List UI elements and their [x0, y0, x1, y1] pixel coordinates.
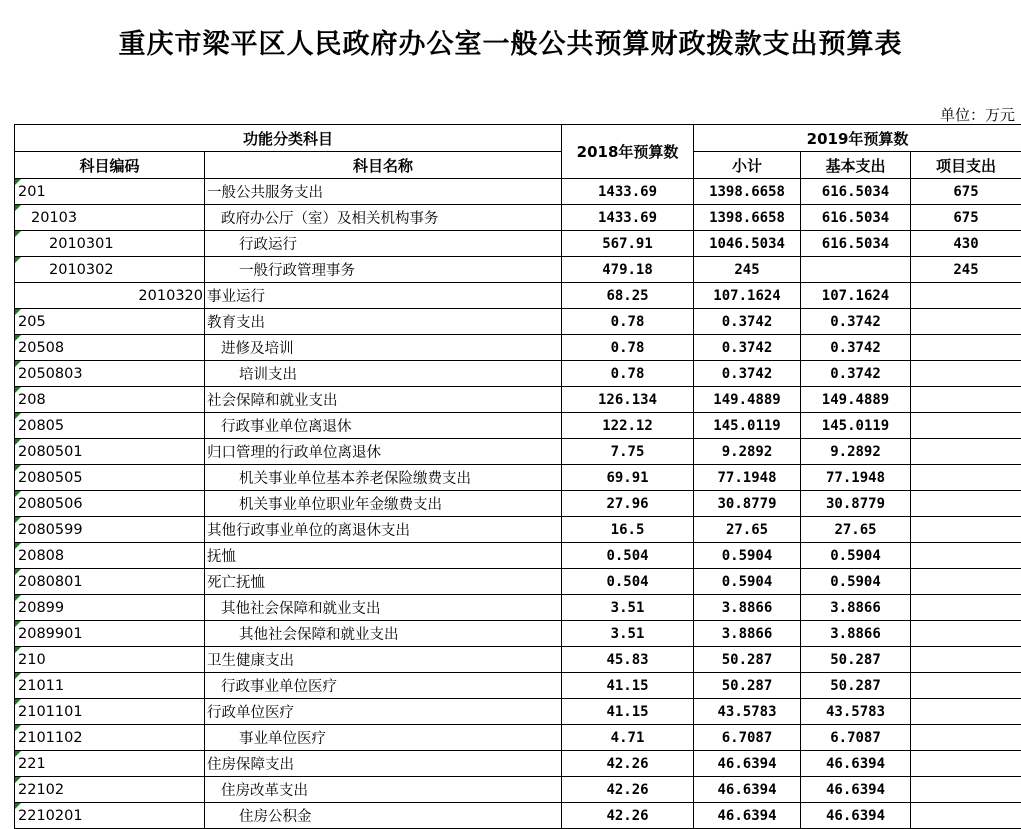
cell-basic: 616.5034 — [801, 231, 911, 257]
cell-code: 2101101 — [15, 699, 205, 725]
cell-subtotal: 1398.6658 — [694, 179, 801, 205]
cell-basic: 27.65 — [801, 517, 911, 543]
cell-budget-2018: 41.15 — [562, 673, 694, 699]
cell-code: 2080505 — [15, 465, 205, 491]
cell-project — [911, 413, 1021, 439]
cell-budget-2018: 3.51 — [562, 621, 694, 647]
cell-name: 行政单位医疗 — [205, 699, 562, 725]
cell-basic: 50.287 — [801, 647, 911, 673]
cell-name: 培训支出 — [205, 361, 562, 387]
cell-subtotal: 46.6394 — [694, 777, 801, 803]
cell-code: 20805 — [15, 413, 205, 439]
cell-project — [911, 439, 1021, 465]
cell-basic: 145.0119 — [801, 413, 911, 439]
cell-code: 2089901 — [15, 621, 205, 647]
cell-basic: 0.3742 — [801, 309, 911, 335]
cell-subtotal: 245 — [694, 257, 801, 283]
cell-budget-2018: 42.26 — [562, 751, 694, 777]
cell-basic: 616.5034 — [801, 205, 911, 231]
table-row — [15, 231, 1021, 257]
cell-name: 其他社会保障和就业支出 — [205, 621, 562, 647]
cell-basic: 46.6394 — [801, 777, 911, 803]
table-row — [15, 257, 1021, 283]
cell-project — [911, 387, 1021, 413]
cell-budget-2018: 7.75 — [562, 439, 694, 465]
cell-budget-2018: 126.134 — [562, 387, 694, 413]
cell-subtotal: 0.5904 — [694, 569, 801, 595]
header-basic: 基本支出 — [801, 152, 911, 179]
header-budget-2018: 2018年预算数 — [562, 125, 694, 179]
cell-subtotal: 46.6394 — [694, 751, 801, 777]
cell-budget-2018: 68.25 — [562, 283, 694, 309]
header-budget-2019: 2019年预算数 — [694, 125, 1021, 152]
cell-subtotal: 149.4889 — [694, 387, 801, 413]
table-row — [15, 569, 1021, 595]
cell-code: 2210201 — [15, 803, 205, 829]
table-row — [15, 517, 1021, 543]
table-row — [15, 413, 1021, 439]
cell-project — [911, 283, 1021, 309]
cell-subtotal: 43.5783 — [694, 699, 801, 725]
cell-basic: 50.287 — [801, 673, 911, 699]
cell-subtotal: 145.0119 — [694, 413, 801, 439]
cell-project — [911, 335, 1021, 361]
cell-basic: 43.5783 — [801, 699, 911, 725]
cell-subtotal: 107.1624 — [694, 283, 801, 309]
cell-basic: 3.8866 — [801, 595, 911, 621]
cell-code: 2010320 — [15, 283, 205, 309]
cell-code: 22102 — [15, 777, 205, 803]
unit-label: 单位：万元 — [940, 104, 1015, 125]
cell-name: 行政事业单位医疗 — [205, 673, 562, 699]
cell-subtotal: 6.7087 — [694, 725, 801, 751]
cell-project — [911, 595, 1021, 621]
cell-basic: 9.2892 — [801, 439, 911, 465]
cell-budget-2018: 1433.69 — [562, 205, 694, 231]
cell-project — [911, 543, 1021, 569]
cell-code: 2080501 — [15, 439, 205, 465]
cell-basic: 6.7087 — [801, 725, 911, 751]
cell-budget-2018: 27.96 — [562, 491, 694, 517]
table-row — [15, 803, 1021, 829]
cell-project — [911, 725, 1021, 751]
table-row — [15, 673, 1021, 699]
cell-subtotal: 50.287 — [694, 673, 801, 699]
table-row — [15, 699, 1021, 725]
header-project: 项目支出 — [911, 152, 1021, 179]
cell-project — [911, 465, 1021, 491]
cell-name: 住房保障支出 — [205, 751, 562, 777]
cell-code: 20103 — [15, 205, 205, 231]
budget-table — [14, 124, 1021, 829]
cell-name: 教育支出 — [205, 309, 562, 335]
cell-basic: 0.5904 — [801, 569, 911, 595]
cell-project — [911, 517, 1021, 543]
cell-basic: 0.3742 — [801, 361, 911, 387]
table-row — [15, 309, 1021, 335]
cell-name: 机关事业单位职业年金缴费支出 — [205, 491, 562, 517]
cell-name: 死亡抚恤 — [205, 569, 562, 595]
cell-subtotal: 0.3742 — [694, 335, 801, 361]
header-code: 科目编码 — [15, 152, 205, 179]
table-row — [15, 465, 1021, 491]
cell-subtotal: 9.2892 — [694, 439, 801, 465]
cell-code: 2080801 — [15, 569, 205, 595]
cell-budget-2018: 1433.69 — [562, 179, 694, 205]
cell-name: 政府办公厅（室）及相关机构事务 — [205, 205, 562, 231]
header-name: 科目名称 — [205, 152, 562, 179]
cell-budget-2018: 16.5 — [562, 517, 694, 543]
cell-basic: 0.5904 — [801, 543, 911, 569]
cell-budget-2018: 45.83 — [562, 647, 694, 673]
cell-basic: 46.6394 — [801, 803, 911, 829]
cell-project — [911, 699, 1021, 725]
cell-name: 归口管理的行政单位离退休 — [205, 439, 562, 465]
cell-project — [911, 569, 1021, 595]
table-row — [15, 335, 1021, 361]
cell-name: 社会保障和就业支出 — [205, 387, 562, 413]
table-row — [15, 621, 1021, 647]
cell-name: 行政事业单位离退休 — [205, 413, 562, 439]
table-row — [15, 543, 1021, 569]
cell-name: 机关事业单位基本养老保险缴费支出 — [205, 465, 562, 491]
cell-subtotal: 27.65 — [694, 517, 801, 543]
cell-code: 221 — [15, 751, 205, 777]
cell-subtotal: 50.287 — [694, 647, 801, 673]
cell-basic: 3.8866 — [801, 621, 911, 647]
cell-code: 20899 — [15, 595, 205, 621]
cell-subtotal: 30.8779 — [694, 491, 801, 517]
cell-code: 201 — [15, 179, 205, 205]
cell-code: 2050803 — [15, 361, 205, 387]
cell-project: 675 — [911, 179, 1021, 205]
table-row — [15, 439, 1021, 465]
cell-project — [911, 673, 1021, 699]
cell-subtotal: 0.5904 — [694, 543, 801, 569]
table-row — [15, 647, 1021, 673]
table-row — [15, 179, 1021, 205]
cell-name: 住房改革支出 — [205, 777, 562, 803]
cell-project — [911, 491, 1021, 517]
cell-basic: 77.1948 — [801, 465, 911, 491]
cell-budget-2018: 0.504 — [562, 543, 694, 569]
cell-project — [911, 309, 1021, 335]
page-title: 重庆市梁平区人民政府办公室一般公共预算财政拨款支出预算表 — [0, 22, 1021, 61]
cell-basic: 30.8779 — [801, 491, 911, 517]
cell-budget-2018: 0.504 — [562, 569, 694, 595]
cell-subtotal: 46.6394 — [694, 803, 801, 829]
cell-project: 675 — [911, 205, 1021, 231]
cell-budget-2018: 479.18 — [562, 257, 694, 283]
cell-basic — [801, 257, 911, 283]
table-row — [15, 725, 1021, 751]
cell-project — [911, 777, 1021, 803]
table-row — [15, 361, 1021, 387]
cell-code: 208 — [15, 387, 205, 413]
cell-name: 进修及培训 — [205, 335, 562, 361]
cell-name: 住房公积金 — [205, 803, 562, 829]
cell-name: 卫生健康支出 — [205, 647, 562, 673]
cell-project: 430 — [911, 231, 1021, 257]
cell-code: 21011 — [15, 673, 205, 699]
cell-basic: 616.5034 — [801, 179, 911, 205]
cell-project — [911, 621, 1021, 647]
cell-project — [911, 361, 1021, 387]
cell-code: 210 — [15, 647, 205, 673]
cell-code: 2080506 — [15, 491, 205, 517]
cell-code: 205 — [15, 309, 205, 335]
cell-budget-2018: 0.78 — [562, 309, 694, 335]
cell-subtotal: 1398.6658 — [694, 205, 801, 231]
cell-name: 其他社会保障和就业支出 — [205, 595, 562, 621]
cell-budget-2018: 69.91 — [562, 465, 694, 491]
cell-budget-2018: 41.15 — [562, 699, 694, 725]
cell-code: 2101102 — [15, 725, 205, 751]
cell-basic: 107.1624 — [801, 283, 911, 309]
cell-project — [911, 751, 1021, 777]
table-row — [15, 491, 1021, 517]
table-row — [15, 387, 1021, 413]
header-functional-category: 功能分类科目 — [15, 125, 562, 152]
cell-code: 20808 — [15, 543, 205, 569]
cell-budget-2018: 567.91 — [562, 231, 694, 257]
table-row — [15, 205, 1021, 231]
cell-subtotal: 3.8866 — [694, 595, 801, 621]
cell-budget-2018: 0.78 — [562, 335, 694, 361]
table-row — [15, 595, 1021, 621]
cell-subtotal: 3.8866 — [694, 621, 801, 647]
cell-budget-2018: 0.78 — [562, 361, 694, 387]
cell-project: 245 — [911, 257, 1021, 283]
cell-name: 事业单位医疗 — [205, 725, 562, 751]
cell-basic: 149.4889 — [801, 387, 911, 413]
cell-subtotal: 1046.5034 — [694, 231, 801, 257]
cell-budget-2018: 122.12 — [562, 413, 694, 439]
table-row — [15, 777, 1021, 803]
cell-name: 一般公共服务支出 — [205, 179, 562, 205]
cell-budget-2018: 4.71 — [562, 725, 694, 751]
cell-budget-2018: 42.26 — [562, 803, 694, 829]
cell-project — [911, 647, 1021, 673]
cell-budget-2018: 42.26 — [562, 777, 694, 803]
table-row — [15, 751, 1021, 777]
table-body — [15, 179, 1021, 829]
cell-name: 其他行政事业单位的离退休支出 — [205, 517, 562, 543]
cell-code: 2080599 — [15, 517, 205, 543]
cell-name: 事业运行 — [205, 283, 562, 309]
cell-code: 2010302 — [15, 257, 205, 283]
cell-name: 一般行政管理事务 — [205, 257, 562, 283]
cell-subtotal: 0.3742 — [694, 361, 801, 387]
cell-subtotal: 0.3742 — [694, 309, 801, 335]
cell-name: 抚恤 — [205, 543, 562, 569]
cell-basic: 0.3742 — [801, 335, 911, 361]
cell-basic: 46.6394 — [801, 751, 911, 777]
cell-name: 行政运行 — [205, 231, 562, 257]
table-row — [15, 283, 1021, 309]
cell-code: 20508 — [15, 335, 205, 361]
cell-subtotal: 77.1948 — [694, 465, 801, 491]
cell-project — [911, 803, 1021, 829]
cell-budget-2018: 3.51 — [562, 595, 694, 621]
header-subtotal: 小计 — [694, 152, 801, 179]
cell-code: 2010301 — [15, 231, 205, 257]
